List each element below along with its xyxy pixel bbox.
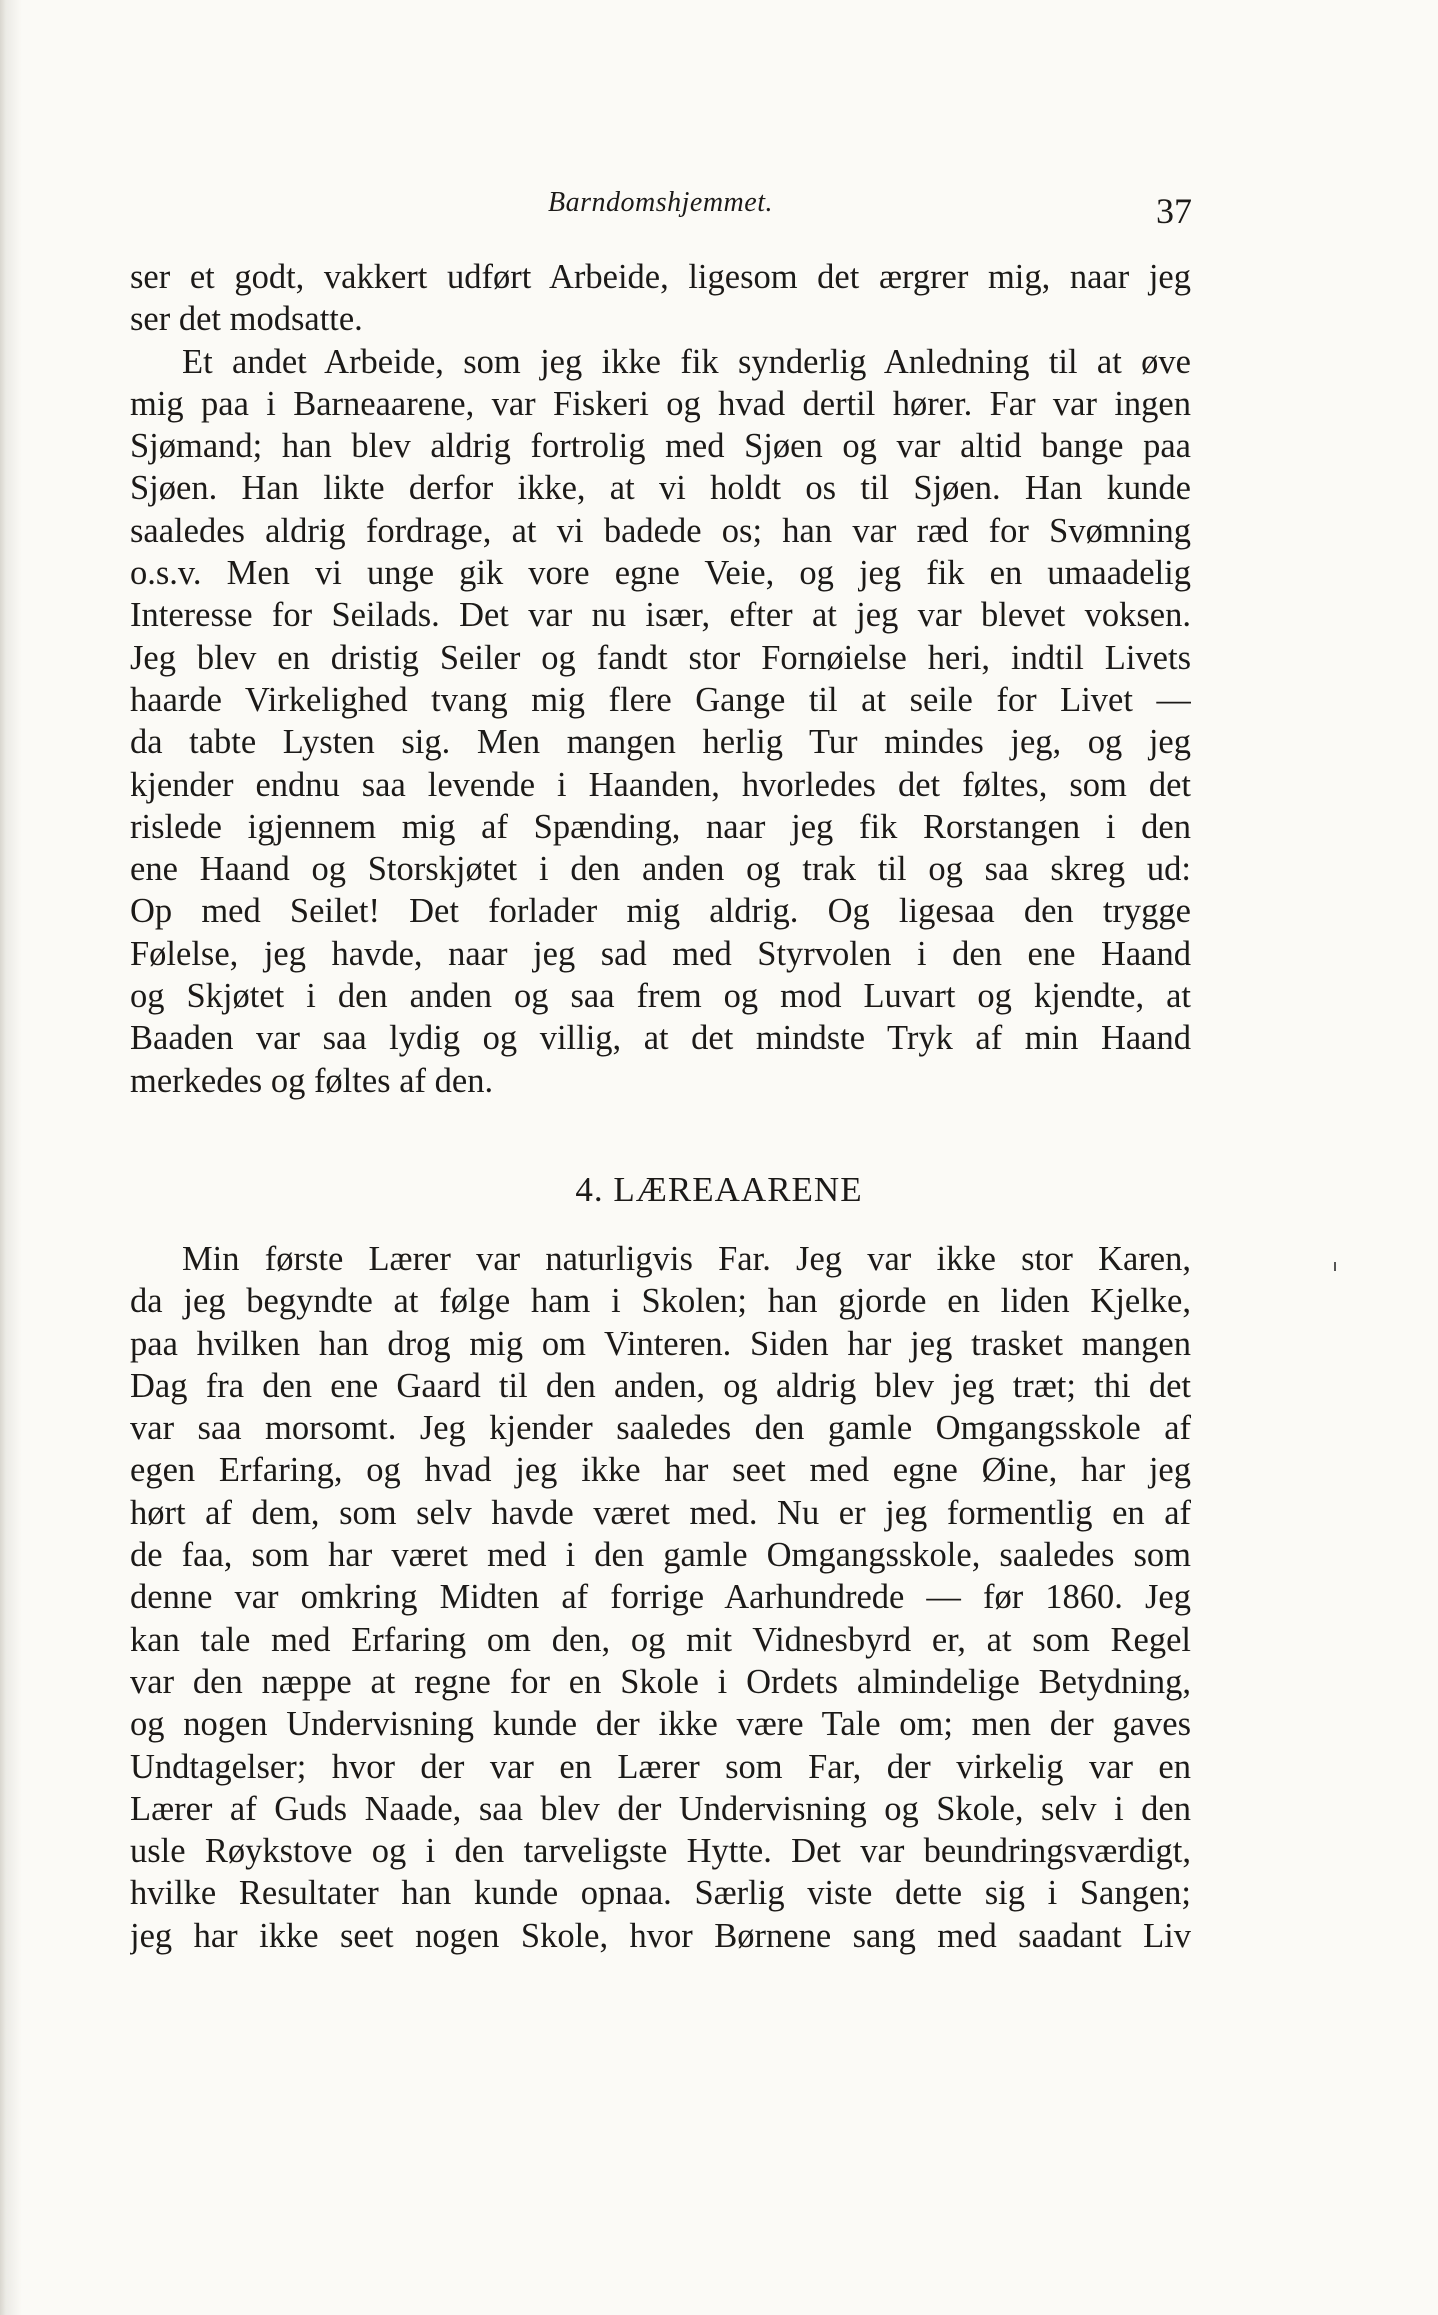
text-line: hvilke Resultater han kunde opnaa. Særlig viste dette sig i Sangen; [130,1874,1191,1913]
text-line: denne var omkring Midten af forrige Aarhundrede — før 1860. Jeg [130,1578,1191,1617]
text-line: Lærer af Guds Naade, saa blev der Undervisning og Skole, selv i den [130,1789,1191,1828]
text-line: saaledes aldrig fordrage, at vi badede os; han var ræd for Svømning [130,511,1191,550]
text-line: da jeg begyndte at følge ham i Skolen; han gjorde en liden Kjelke, [130,1282,1191,1321]
text-line: hørt af dem, som selv havde været med. Nu er jeg formentlig en af [130,1493,1191,1532]
text-line: paa hvilken han drog mig om Vinteren. Siden har jeg trasket mangen [130,1324,1191,1363]
text-line: merkedes og føltes af den. [130,1061,494,1100]
text-line: usle Røykstove og i den tarveligste Hytte. Det var beundringsværdigt, [130,1832,1191,1871]
text-line: og nogen Undervisning kunde der ikke være Tale om; men der gaves [130,1705,1191,1744]
text-line: Sjømand; han blev aldrig fortrolig med Sjøen og var altid bange paa [130,427,1191,466]
paragraph-block-schooling [130,1238,1191,1957]
text-line: Baaden var saa lydig og villig, at det mindste Tryk af min Haand [130,1019,1191,1058]
text-line: mig paa i Barneaarene, var Fiskeri og hvad dertil hører. Far var ingen [130,384,1191,423]
running-title: Barndomshjemmet. [548,187,773,218]
text-line: og Skjøtet i den anden og saa frem og mod Luvart og kjendte, at [130,977,1191,1016]
text-line: Min første Lærer var naturligvis Far. Jeg var ikke stor Karen, [182,1240,1191,1278]
text-line: ene Haand og Storskjøtet i den anden og trak til og saa skreg ud: [130,850,1191,889]
text-line: de faa, som har været med i den gamle Omgangsskole, saaledes som [130,1536,1191,1575]
text-line: Følelse, jeg havde, naar jeg sad med Styrvolen i den ene Haand [130,934,1191,973]
page-edge-shadow [0,0,22,2315]
text-line: ser det modsatte. [130,300,363,339]
text-line: Dag fra den ene Gaard til den anden, og aldrig blev jeg træt; thi det [130,1366,1191,1405]
text-line: Sjøen. Han likte derfor ikke, at vi holdt os til Sjøen. Han kunde [130,469,1191,508]
text-line: Et andet Arbeide, som jeg ikke fik synderlig Anledning til at øve [182,342,1191,381]
page-number: 37 [1156,191,1192,231]
margin-speck [1334,1262,1336,1271]
text-line: rislede igjennem mig af Spænding, naar jeg fik Rorstangen i den [130,807,1191,846]
text-line: Op med Seilet! Det forlader mig aldrig. Og ligesaa den trygge [130,892,1191,931]
text-line: var saa morsomt. Jeg kjender saaledes den gamle Omgangsskole af [130,1409,1191,1448]
text-line: egen Erfaring, og hvad jeg ikke har seet med egne Øine, har jeg [130,1451,1191,1490]
text-line: da tabte Lysten sig. Men mangen herlig Tur mindes jeg, og jeg [130,723,1191,762]
text-line: kjender endnu saa levende i Haanden, hvorledes det føltes, som det [130,765,1191,804]
text-line: Interesse for Seilads. Det var nu især, efter at jeg var blevet voksen. [130,596,1191,635]
chapter-heading: 4. LÆREAARENE [575,1170,863,1209]
paragraph-block-sailing [130,256,1191,1102]
text-line: ser et godt, vakkert udført Arbeide, ligesom det ærgrer mig, naar jeg [130,258,1191,296]
text-line: o.s.v. Men vi unge gik vore egne Veie, og jeg fik en umaadelig [130,554,1191,593]
text-line: Undtagelser; hvor der var en Lærer som Far, der virkelig var en [130,1747,1191,1786]
text-line: kan tale med Erfaring om den, og mit Vidnesbyrd er, at som Regel [130,1620,1191,1659]
text-line: var den næppe at regne for en Skole i Ordets almindelige Betydning, [130,1662,1191,1701]
text-line: Jeg blev en dristig Seiler og fandt stor Fornøielse heri, indtil Livets [130,638,1191,677]
text-line: haarde Virkelighed tvang mig flere Gange til at seile for Livet — [130,680,1191,719]
text-line: jeg har ikke seet nogen Skole, hvor Børnene sang med saadant Liv [130,1916,1191,1955]
